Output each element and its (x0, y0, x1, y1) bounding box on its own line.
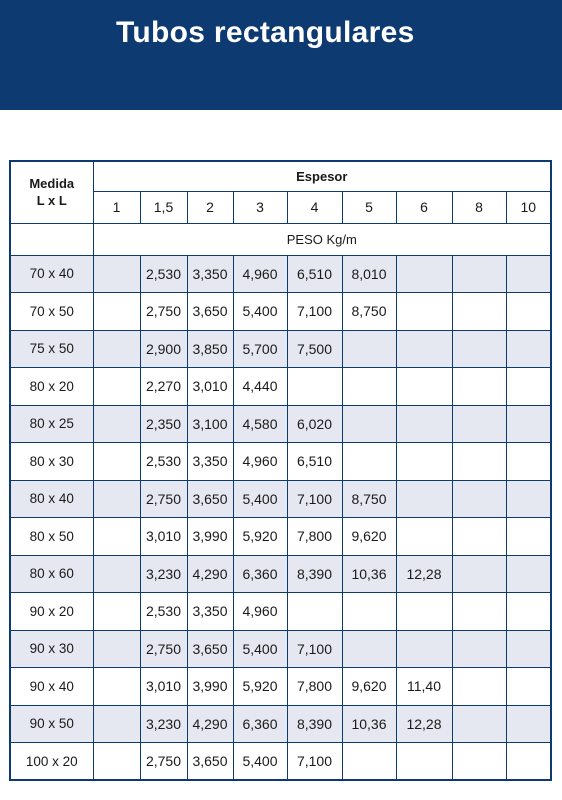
weight-cell: 6,510 (287, 443, 342, 481)
weight-cell (506, 443, 551, 481)
weight-cell (396, 443, 452, 481)
medida-label: Medida (29, 176, 75, 192)
weight-cell: 10,36 (342, 555, 396, 593)
weight-cell (93, 255, 140, 293)
weight-cell (342, 330, 396, 368)
weight-cell: 2,900 (140, 330, 187, 368)
weight-cell (93, 593, 140, 631)
weight-cell: 2,750 (140, 293, 187, 331)
thickness-header-cell: 2 (187, 191, 233, 223)
weight-cell: 2,530 (140, 255, 187, 293)
weight-cell: 2,530 (140, 443, 187, 481)
weight-cell (506, 255, 551, 293)
weight-cell: 3,010 (140, 518, 187, 556)
weight-cell (452, 330, 506, 368)
weight-cell: 8,750 (342, 480, 396, 518)
weight-cell: 11,40 (396, 668, 452, 706)
size-cell: 70 x 40 (10, 255, 93, 293)
weight-cell (506, 555, 551, 593)
title-banner (0, 0, 562, 110)
table-row (10, 330, 551, 368)
weight-cell (342, 743, 396, 781)
table-row (10, 255, 551, 293)
size-cell: 80 x 20 (10, 368, 93, 406)
weight-cell (452, 405, 506, 443)
thickness-header-cell: 6 (396, 191, 452, 223)
weight-cell (506, 593, 551, 631)
weight-cell (93, 405, 140, 443)
espesor-header: Espesor (93, 161, 551, 191)
weight-cell (452, 705, 506, 743)
peso-header: PESO Kg/m (93, 223, 551, 255)
weight-cell: 4,290 (187, 555, 233, 593)
size-cell: 75 x 50 (10, 330, 93, 368)
weight-cell (93, 630, 140, 668)
table-row (10, 480, 551, 518)
weight-cell: 3,010 (187, 368, 233, 406)
thickness-header-cell: 1 (93, 191, 140, 223)
weight-cell (396, 593, 452, 631)
weight-cell (342, 593, 396, 631)
table-row (10, 368, 551, 406)
weight-cell: 3,650 (187, 743, 233, 781)
table-row (10, 705, 551, 743)
weight-cell: 8,010 (342, 255, 396, 293)
weight-cell (93, 518, 140, 556)
weight-cell (506, 743, 551, 781)
weight-cell: 5,920 (233, 518, 287, 556)
weight-cell (396, 293, 452, 331)
table-row (10, 405, 551, 443)
weight-cell: 3,650 (187, 293, 233, 331)
size-cell: 80 x 50 (10, 518, 93, 556)
weight-cell (506, 518, 551, 556)
table-row (10, 743, 551, 781)
weight-cell (506, 405, 551, 443)
table-row (10, 443, 551, 481)
weight-cell: 2,270 (140, 368, 187, 406)
weight-cell: 9,620 (342, 518, 396, 556)
weight-cell: 4,960 (233, 443, 287, 481)
weight-cell (452, 480, 506, 518)
size-cell: 90 x 40 (10, 668, 93, 706)
weight-cell: 6,360 (233, 705, 287, 743)
weight-cell: 7,100 (287, 480, 342, 518)
weight-cell: 10,36 (342, 705, 396, 743)
weight-cell (452, 668, 506, 706)
page-title: Tubos rectangulares (116, 16, 415, 49)
table-row (10, 668, 551, 706)
weight-cell (93, 705, 140, 743)
weight-cell (452, 255, 506, 293)
table-body (10, 255, 551, 780)
weight-cell (506, 668, 551, 706)
weight-cell (396, 405, 452, 443)
weight-cell (342, 443, 396, 481)
table-row (10, 293, 551, 331)
weight-cell (396, 743, 452, 781)
weight-cell (452, 518, 506, 556)
weight-cell (287, 368, 342, 406)
size-cell: 90 x 50 (10, 705, 93, 743)
thickness-header-cell: 1,5 (140, 191, 187, 223)
weight-cell (396, 255, 452, 293)
weight-cell: 8,390 (287, 705, 342, 743)
weight-cell: 3,350 (187, 443, 233, 481)
size-cell: 100 x 20 (10, 743, 93, 781)
weight-cell: 2,750 (140, 743, 187, 781)
weight-cell: 3,350 (187, 255, 233, 293)
weight-cell (452, 293, 506, 331)
weight-cell: 2,750 (140, 630, 187, 668)
thickness-header-cell: 10 (506, 191, 551, 223)
weight-cell (396, 630, 452, 668)
weight-cell: 4,290 (187, 705, 233, 743)
weight-cell: 5,400 (233, 480, 287, 518)
weight-cell: 4,960 (233, 593, 287, 631)
size-cell: 90 x 30 (10, 630, 93, 668)
weight-cell: 2,530 (140, 593, 187, 631)
weight-cell: 7,500 (287, 330, 342, 368)
weight-cell (396, 480, 452, 518)
weight-cell: 5,400 (233, 630, 287, 668)
weight-cell (452, 630, 506, 668)
weight-cell: 5,700 (233, 330, 287, 368)
size-cell: 90 x 20 (10, 593, 93, 631)
weight-cell (506, 330, 551, 368)
weight-cell: 7,100 (287, 630, 342, 668)
size-cell: 80 x 25 (10, 405, 93, 443)
weight-cell (452, 555, 506, 593)
weight-cell (342, 368, 396, 406)
weight-cell (93, 743, 140, 781)
blank-header-cell (10, 223, 93, 255)
weight-cell: 9,620 (342, 668, 396, 706)
weight-cell: 12,28 (396, 555, 452, 593)
weight-cell (452, 593, 506, 631)
weight-cell: 3,350 (187, 593, 233, 631)
weight-cell: 4,960 (233, 255, 287, 293)
weight-cell: 6,510 (287, 255, 342, 293)
weight-cell (93, 330, 140, 368)
weight-cell (506, 630, 551, 668)
weight-cell (506, 480, 551, 518)
table-row (10, 555, 551, 593)
weight-cell (93, 668, 140, 706)
weight-cell: 4,440 (233, 368, 287, 406)
thickness-header-cell: 5 (342, 191, 396, 223)
weight-cell (506, 705, 551, 743)
weight-cell (342, 405, 396, 443)
medida-unit-label: L x L (36, 193, 67, 209)
table-container (9, 160, 552, 781)
medida-header (10, 161, 93, 223)
weight-cell (396, 330, 452, 368)
weight-cell: 3,650 (187, 480, 233, 518)
weight-cell: 5,400 (233, 743, 287, 781)
weight-cell: 12,28 (396, 705, 452, 743)
weight-cell (287, 593, 342, 631)
weight-cell: 3,990 (187, 668, 233, 706)
weight-cell: 6,020 (287, 405, 342, 443)
weight-cell: 3,010 (140, 668, 187, 706)
weight-cell: 3,100 (187, 405, 233, 443)
weight-cell (452, 443, 506, 481)
size-cell: 80 x 30 (10, 443, 93, 481)
weight-cell: 7,100 (287, 743, 342, 781)
weight-cell: 5,920 (233, 668, 287, 706)
weight-cell (506, 293, 551, 331)
weight-cell (396, 368, 452, 406)
weight-cell: 7,800 (287, 518, 342, 556)
weight-cell: 3,990 (187, 518, 233, 556)
table-row (10, 593, 551, 631)
thickness-header-cell: 8 (452, 191, 506, 223)
weight-cell (93, 293, 140, 331)
weight-cell (93, 480, 140, 518)
weight-cell: 7,100 (287, 293, 342, 331)
weight-cell: 3,230 (140, 555, 187, 593)
weight-cell (342, 630, 396, 668)
size-cell: 80 x 40 (10, 480, 93, 518)
weight-cell: 2,350 (140, 405, 187, 443)
weight-cell: 8,750 (342, 293, 396, 331)
weight-cell (396, 518, 452, 556)
thickness-header-cell: 4 (287, 191, 342, 223)
weight-cell: 7,800 (287, 668, 342, 706)
weight-cell: 8,390 (287, 555, 342, 593)
weight-cell (506, 368, 551, 406)
rectangular-tubes-table (9, 160, 552, 781)
weight-cell: 3,230 (140, 705, 187, 743)
size-cell: 80 x 60 (10, 555, 93, 593)
weight-cell: 3,650 (187, 630, 233, 668)
table-row (10, 518, 551, 556)
weight-cell (452, 368, 506, 406)
weight-cell (452, 743, 506, 781)
weight-cell: 3,850 (187, 330, 233, 368)
weight-cell: 6,360 (233, 555, 287, 593)
weight-cell (93, 443, 140, 481)
weight-cell (93, 368, 140, 406)
thickness-header-cell: 3 (233, 191, 287, 223)
table-row (10, 630, 551, 668)
weight-cell: 4,580 (233, 405, 287, 443)
weight-cell: 2,750 (140, 480, 187, 518)
size-cell: 70 x 50 (10, 293, 93, 331)
weight-cell (93, 555, 140, 593)
weight-cell: 5,400 (233, 293, 287, 331)
